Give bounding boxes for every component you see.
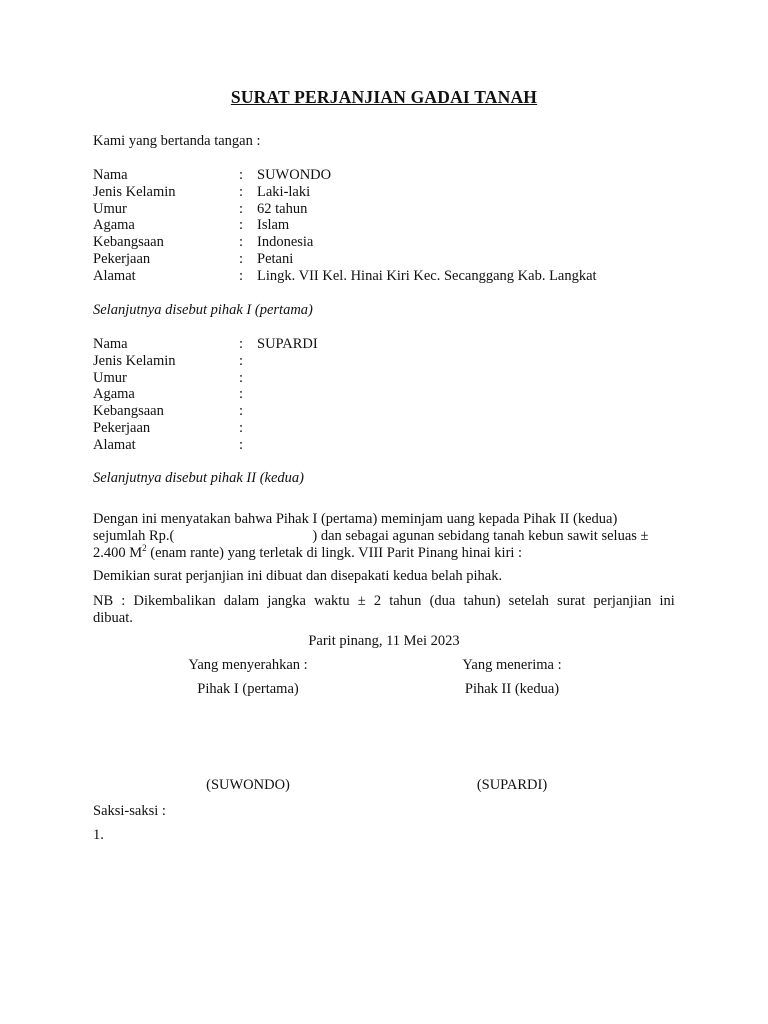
field-label: Kebangsaan	[93, 234, 164, 251]
word: bahwa	[234, 511, 273, 527]
field-value: Islam	[257, 217, 290, 234]
right-signatory-role: Yang menerima :	[462, 657, 562, 673]
field-label: Pekerjaan	[93, 419, 151, 436]
word: tahun	[389, 593, 422, 609]
field-value: Laki-laki	[257, 183, 311, 200]
field-colon: :	[239, 250, 244, 267]
field-colon: :	[239, 167, 244, 183]
nb-line-2: dibuat.	[93, 609, 133, 626]
word: surat	[557, 593, 586, 609]
field-value: Petani	[257, 250, 294, 267]
area-value: 2.400 M	[93, 544, 143, 561]
word: jangka	[267, 593, 306, 609]
field-colon: :	[239, 386, 244, 403]
field-value: SUWONDO	[257, 167, 332, 183]
intro-text: Kami yang bertanda tangan :	[93, 133, 261, 149]
party1-note: Selanjutnya disebut pihak I (pertama)	[93, 302, 313, 318]
word: ini	[141, 511, 158, 527]
word: setelah	[508, 593, 549, 609]
left-signatory-role: Yang menyerahkan :	[188, 657, 308, 673]
field-label: Umur	[93, 200, 127, 217]
field-value: Indonesia	[257, 234, 314, 251]
field-label: Alamat	[93, 436, 136, 453]
word: 2	[373, 593, 382, 609]
word: :	[121, 593, 126, 609]
field-colon: :	[239, 267, 244, 284]
statement-paragraph	[93, 511, 675, 561]
field-colon: :	[239, 183, 244, 200]
field-colon: :	[239, 352, 244, 369]
field-label: Jenis Kelamin	[93, 183, 176, 200]
field-value: Lingk. VII Kel. Hinai Kiri Kec. Secanggang Kab. Langkat	[257, 267, 597, 284]
field-colon: :	[239, 419, 244, 436]
nb-line-1	[93, 593, 675, 610]
word: (pertama)	[320, 511, 378, 527]
word: (dua	[429, 593, 456, 609]
field-label: Jenis Kelamin	[93, 352, 176, 369]
field-colon: :	[239, 336, 244, 352]
field-label: Pekerjaan	[93, 250, 151, 267]
field-label: Umur	[93, 369, 127, 386]
field-label: Nama	[93, 167, 128, 183]
field-colon: :	[239, 234, 244, 251]
party2-note: Selanjutnya disebut pihak II (kedua)	[93, 470, 304, 486]
document-title: SURAT PERJANJIAN GADAI TANAH	[230, 87, 538, 107]
location-text: (enam rante) yang terletak di lingk. VIII Parit Pinang hinai kiri :	[146, 544, 523, 561]
word: Pihak	[275, 511, 309, 527]
word: dalam	[223, 593, 260, 609]
statement-line-3	[93, 542, 675, 562]
word: (kedua)	[573, 511, 618, 527]
word: waktu	[314, 593, 350, 609]
field-label: Kebangsaan	[93, 403, 164, 420]
word: Dikembalikan	[133, 593, 216, 609]
collateral-text: ) dan sebagai agunan sebidang tanah kebun sawit seluas ±	[312, 527, 649, 544]
word: II	[559, 511, 570, 527]
agreement-paragraph: Demikian surat perjanjian ini dibuat dan disepakati kedua belah pihak.	[93, 568, 503, 584]
field-value: SUPARDI	[257, 336, 318, 352]
place-date: Parit pinang, 11 Mei 2023	[308, 633, 460, 649]
area-unit-superscript: 2	[142, 542, 147, 553]
word: uang	[446, 511, 475, 527]
field-value: 62 tahun	[257, 200, 308, 217]
word: kepada	[478, 511, 520, 527]
word: Dengan	[93, 511, 139, 527]
field-colon: :	[239, 217, 244, 234]
right-signatory-party: Pihak II (kedua)	[464, 681, 560, 697]
field-label: Alamat	[93, 267, 136, 284]
word: tahun)	[463, 593, 501, 609]
left-signatory-name: (SUWONDO)	[206, 777, 290, 793]
witness-1-number: 1.	[93, 827, 104, 843]
field-colon: :	[239, 403, 244, 420]
statement-line-2	[93, 528, 675, 545]
word: I	[312, 511, 318, 527]
word: perjanjian	[593, 593, 652, 609]
word: Pihak	[523, 511, 557, 527]
field-colon: :	[239, 369, 244, 386]
field-colon: :	[239, 200, 244, 217]
field-label: Nama	[93, 336, 128, 352]
field-colon: :	[239, 436, 244, 453]
field-label: Agama	[93, 217, 135, 234]
field-label: Agama	[93, 386, 135, 403]
word: ini	[659, 593, 675, 609]
right-signatory-name: (SUPARDI)	[476, 777, 548, 793]
word: NB	[93, 593, 114, 609]
word: menyatakan	[160, 511, 231, 527]
word: meminjam	[380, 511, 443, 527]
loan-amount-prefix: sejumlah Rp.(	[93, 527, 175, 544]
word: ±	[357, 593, 366, 609]
nb-paragraph	[93, 593, 675, 627]
left-signatory-party: Pihak I (pertama)	[197, 681, 299, 697]
statement-line-1	[93, 511, 675, 528]
witnesses-label: Saksi-saksi :	[93, 803, 166, 819]
